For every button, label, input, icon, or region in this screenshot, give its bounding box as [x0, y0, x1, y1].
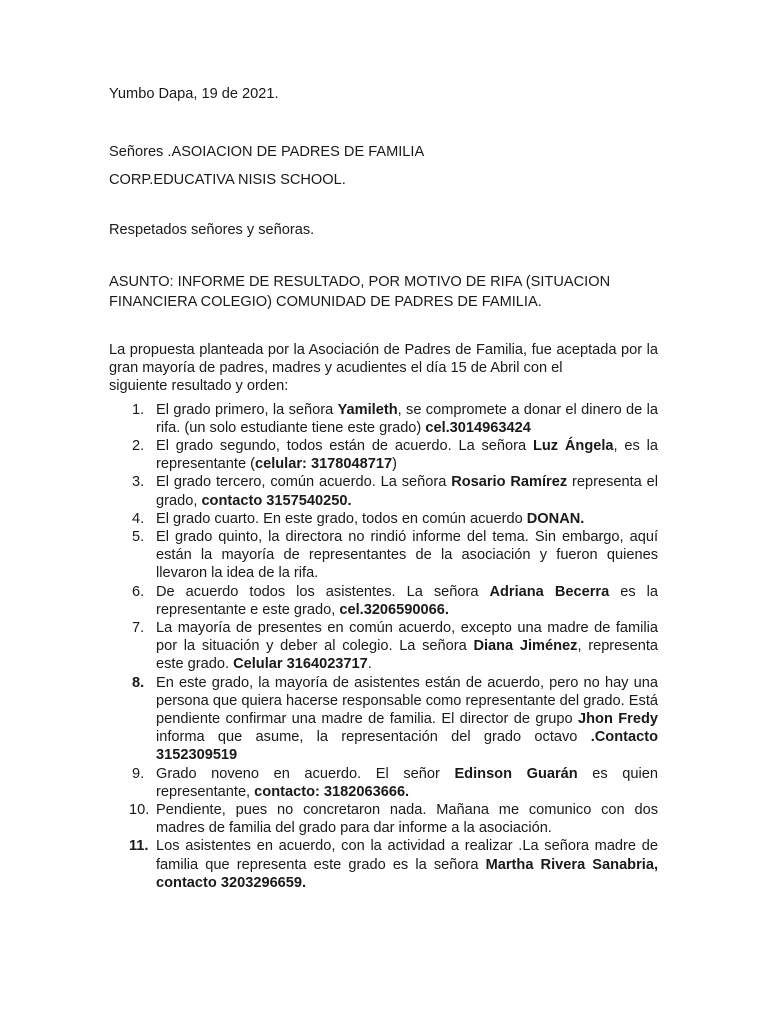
item-contact-bold: Celular 3164023717	[233, 656, 368, 673]
item-number: 4.	[132, 510, 145, 527]
item-text: El grado quinto, la directora no rindió informe del tema. Sin embargo, aquí están la mayoría de representantes de la asociación y fueron quienes llevaron la idea de la rifa.	[156, 529, 658, 582]
letter-page	[109, 84, 658, 892]
item-number: 2.	[132, 438, 145, 455]
subject-line-2: FINANCIERA COLEGIO) COMUNIDAD DE PADRES DE FAMILIA.	[109, 294, 542, 310]
subject	[109, 272, 658, 312]
list-item	[109, 765, 658, 801]
item-text: , representa este grado.	[156, 638, 658, 673]
item-text: .	[367, 656, 372, 673]
intro-text: La propuesta planteada por la Asociación de Padres de Familia, fue aceptada por la gran mayoría de padres, madres y acudientes el día 15 de Abril con el	[109, 342, 658, 377]
item-name-bold: Jhon Fredy	[578, 711, 658, 728]
list-item	[109, 473, 658, 509]
item-text: Pendiente, pues no concretaron nada. Mañana me comunico con dos madres de familia del grado para dar informe a la asociación.	[156, 802, 658, 837]
item-number: 7.	[132, 620, 145, 637]
recipient-line-school: CORP.EDUCATIVA NISIS SCHOOL.	[109, 172, 346, 188]
item-text: es quien representante,	[156, 765, 658, 800]
list-item	[109, 801, 658, 837]
item-number: 9.	[132, 765, 145, 782]
item-contact-bold: contacto: 3182063666.	[254, 783, 410, 800]
list-item	[109, 619, 658, 674]
item-text: informa que asume, la representación del grado octavo	[156, 729, 591, 746]
item-contact-bold: celular: 3178048717	[254, 456, 393, 473]
list-item	[109, 528, 658, 583]
results-list	[109, 401, 658, 892]
item-contact-bold: cel.3014963424	[425, 419, 531, 436]
item-contact-bold: .Contacto 3152309519	[156, 729, 658, 764]
list-item	[109, 674, 658, 765]
item-name-bold: Luz Ángela	[532, 438, 614, 455]
item-text: )	[392, 456, 397, 473]
item-text: , se compromete a donar el dinero de la rifa. (un solo estudiante tiene este grado)	[156, 401, 658, 436]
date-line: Yumbo Dapa, 19 de 2021.	[109, 86, 279, 102]
item-contact-bold: cel.3206590066.	[339, 601, 449, 618]
recipient-line-association: Señores .ASOIACION DE PADRES DE FAMILIA	[109, 144, 425, 160]
greeting: Respetados señores y señoras.	[109, 222, 315, 238]
item-number: 3.	[132, 474, 145, 491]
item-contact-bold: contacto 3157540250.	[201, 492, 352, 509]
item-name-bold: Adriana Becerra	[489, 583, 610, 600]
item-text: es la representante e este grado,	[156, 583, 658, 618]
item-text: El grado cuarto. En este grado, todos en común acuerdo	[156, 510, 527, 527]
intro-paragraph	[109, 341, 658, 396]
item-name-bold: Edinson Guarán	[454, 765, 578, 782]
list-item	[109, 583, 658, 619]
list-item	[109, 437, 658, 473]
item-text: En este grado, la mayoría de asistentes están de acuerdo, pero no hay una persona que quiera hacerse responsable como representante del grado. Está pendiente confirmar una madre de familia. El director de grupo	[156, 674, 658, 728]
item-number: 8.	[132, 674, 145, 691]
item-text: La mayoría de presentes en común acuerdo, excepto una madre de familia por la situación y deber al colegio. La señora	[156, 620, 658, 655]
item-text: Los asistentes en acuerdo, con la actividad a realizar .La señora madre de familia que representa este grado es la señora	[156, 838, 658, 873]
item-name-bold: Diana Jiménez	[473, 638, 578, 655]
list-item	[109, 510, 658, 528]
item-number: 5.	[132, 529, 145, 546]
item-name-bold: Yamileth	[337, 401, 398, 418]
item-text: El grado segundo, todos están de acuerdo. La señora	[156, 438, 533, 455]
item-bold: DONAN.	[526, 510, 585, 527]
item-text: El grado primero, la señora	[156, 401, 338, 418]
item-text: representa el grado,	[156, 474, 658, 509]
item-number: 10.	[129, 802, 150, 819]
item-text: , es la representante (	[156, 438, 658, 473]
item-number: 11.	[129, 838, 149, 855]
item-number: 6.	[132, 583, 145, 600]
list-item	[109, 401, 658, 437]
item-text: El grado tercero, común acuerdo. La señora	[156, 474, 452, 491]
item-name-contact-bold: Martha Rivera Sanabria, contacto 3203296659.	[156, 856, 659, 891]
list-item	[109, 837, 658, 892]
intro-text-last: siguiente resultado y orden:	[109, 378, 289, 395]
item-number: 1.	[132, 401, 145, 418]
item-text: De acuerdo todos los asistentes. La señora	[156, 583, 490, 600]
item-name-bold: Rosario Ramírez	[451, 474, 568, 491]
item-text: Grado noveno en acuerdo. El señor	[156, 765, 455, 782]
subject-line-1: ASUNTO: INFORME DE RESULTADO, POR MOTIVO DE RIFA (SITUACION	[109, 274, 611, 290]
